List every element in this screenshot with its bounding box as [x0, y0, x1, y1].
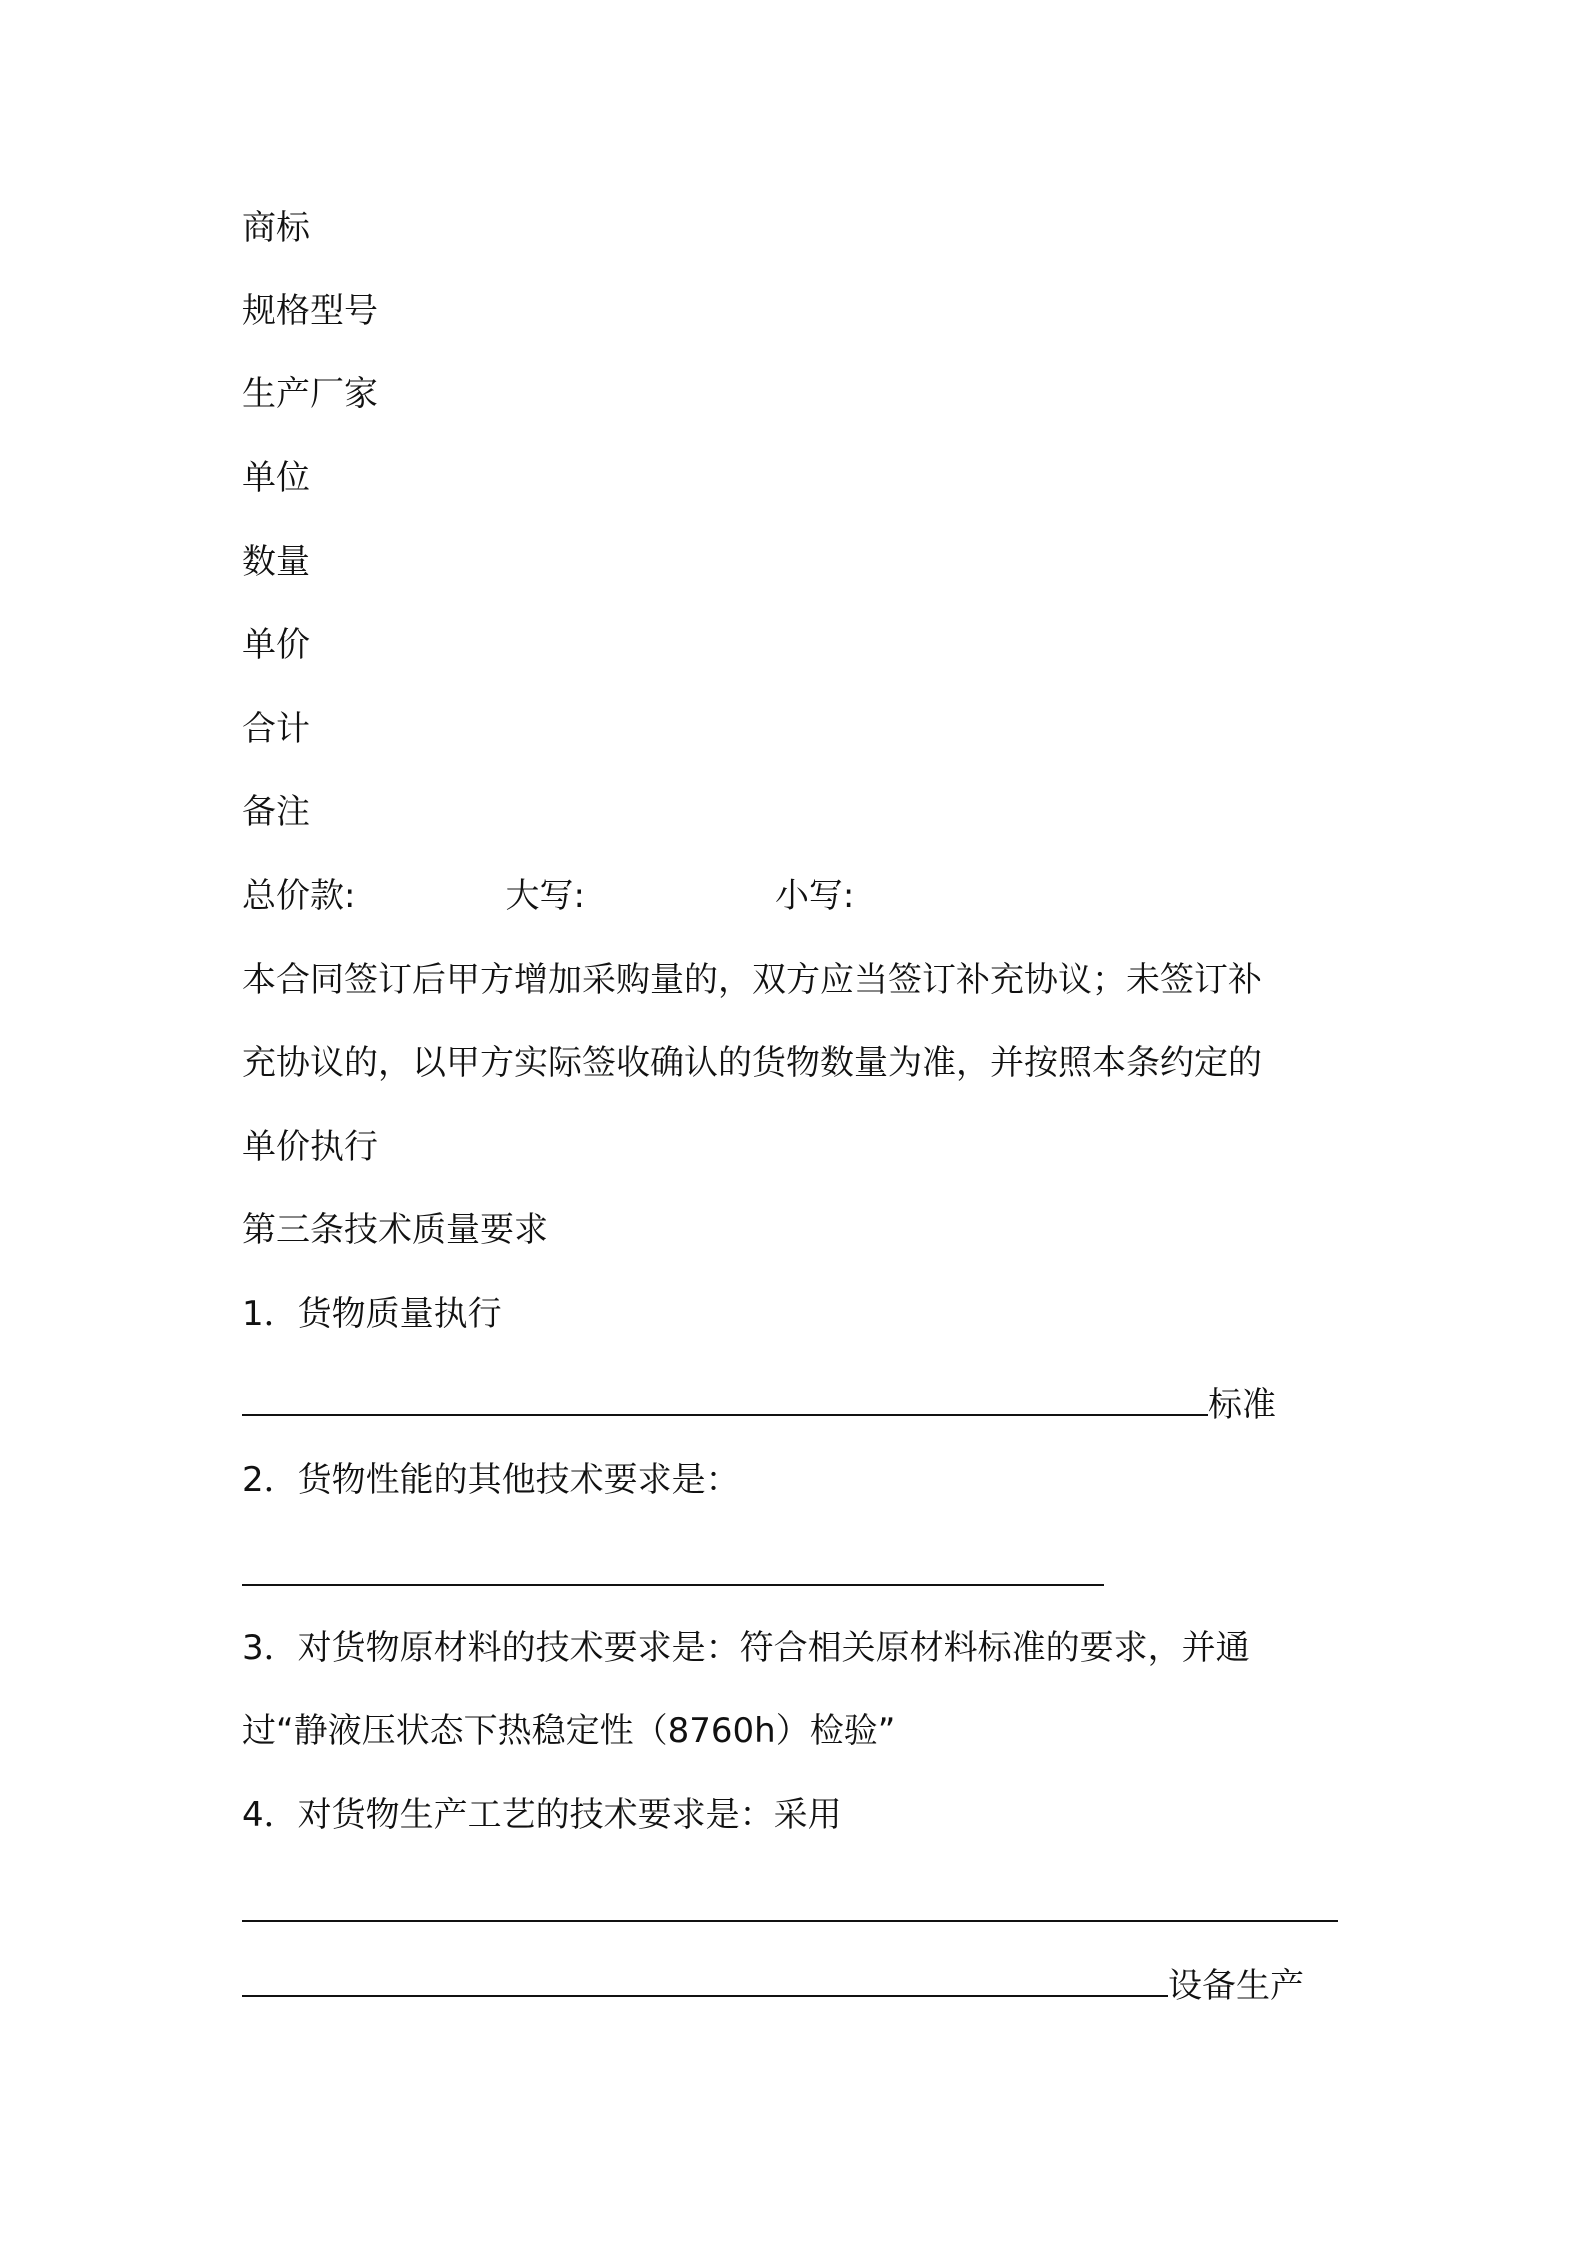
quality-standard-blank — [242, 1386, 1208, 1416]
lowercase-amount-label: 小写: — [774, 876, 855, 916]
field-manufacturer: 生产厂家 — [242, 374, 378, 414]
paragraph-line-1: 本合同签订后甲方增加采购量的，双方应当签订补充协议；未签订补 — [242, 960, 1262, 1000]
article-3-item-3-line-2: 过“静液压状态下热稳定性（8760h）检验” — [242, 1711, 896, 1751]
article-3-item-2: 2．货物性能的其他技术要求是： — [242, 1460, 740, 1500]
item-4-blank-row-2 — [242, 1966, 1304, 2006]
paragraph-line-3: 单价执行 — [242, 1127, 378, 1167]
field-remarks: 备注 — [242, 792, 310, 832]
field-trademark: 商标 — [242, 208, 310, 248]
article-3-item-3-line-1: 3．对货物原材料的技术要求是：符合相关原材料标准的要求，并通 — [242, 1628, 1250, 1668]
item-4-suffix: 设备生产 — [1168, 1966, 1304, 2006]
production-process-blank-1 — [242, 1892, 1338, 1922]
item-2-blank-row — [242, 1555, 1104, 1595]
article-3-title: 第三条技术质量要求 — [242, 1210, 548, 1250]
production-process-blank-2 — [242, 1967, 1168, 1997]
item-1-blank-row — [242, 1385, 1276, 1425]
item-4-blank-row-1 — [242, 1891, 1338, 1931]
total-price-row — [242, 876, 854, 916]
field-unit: 单位 — [242, 458, 310, 498]
paragraph-line-2: 充协议的，以甲方实际签收确认的货物数量为准，并按照本条约定的 — [242, 1043, 1262, 1083]
item-1-suffix: 标准 — [1208, 1385, 1276, 1425]
performance-requirements-blank — [242, 1556, 1104, 1586]
field-total: 合计 — [242, 709, 310, 749]
field-unit-price: 单价 — [242, 625, 310, 665]
field-quantity: 数量 — [242, 542, 310, 582]
article-3-item-4: 4．对货物生产工艺的技术要求是：采用 — [242, 1795, 842, 1835]
article-3-item-1: 1．货物质量执行 — [242, 1294, 502, 1334]
field-spec-model: 规格型号 — [242, 291, 378, 331]
uppercase-amount-label: 大写: — [505, 876, 585, 916]
total-price-label: 总价款: — [242, 876, 356, 916]
